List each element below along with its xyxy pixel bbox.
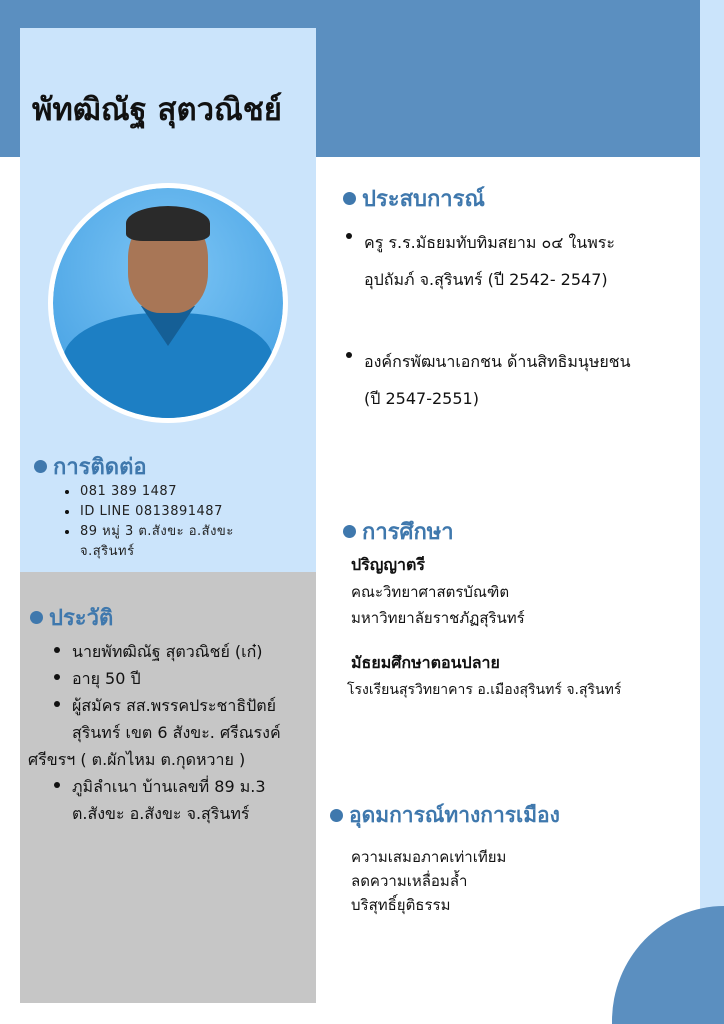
corner-circle-decoration [612, 906, 724, 1024]
bullet-icon [30, 611, 43, 624]
degree-bachelor: ปริญญาตรี [351, 555, 425, 574]
experience-item: ครู ร.ร.มัธยมทับทิมสยาม ๐๔ ในพระ [364, 224, 694, 261]
contact-address: 89 หมู่ 3 ต.สังขะ อ.สังขะ [80, 522, 305, 542]
contact-heading: การติดต่อ [34, 449, 304, 484]
ideology-item: ความเสมอภาคเท่าเทียม [351, 848, 507, 866]
bullet-icon [343, 192, 356, 205]
bio-item: อายุ 50 ปี [72, 665, 312, 692]
degree-faculty: คณะวิทยาศาสตรบัณฑิต [351, 583, 510, 601]
profile-photo [48, 183, 288, 423]
high-school-name: โรงเรียนสุรวิทยาคาร อ.เมืองสุรินทร์ จ.สุรินทร์ [347, 682, 622, 698]
person-name: พัทฒิณัฐ สุตวณิชย์ [32, 92, 282, 128]
contact-list [80, 482, 305, 562]
degree-university: มหาวิทยาลัยราชภัฏสุรินทร์ [351, 609, 525, 627]
ideology-heading: อุดมการณ์ทางการเมือง [330, 799, 695, 832]
education-heading: การศึกษา [343, 514, 693, 549]
contact-address-cont: จ.สุรินทร์ [80, 544, 135, 559]
ideology-item: บริสุทธิ์ยุติธรรม [351, 896, 451, 914]
experience-heading: ประสบการณ์ [343, 181, 693, 216]
experience-list [364, 224, 694, 417]
bullet-icon [343, 525, 356, 538]
experience-item-cont: (ปี 2547-2551) [364, 389, 479, 408]
bullet-icon [34, 460, 47, 473]
bio-item: นายพัทฒิณัฐ สุตวณิชย์ (เก๋) [72, 638, 312, 665]
bio-item-cont: สุรินทร์ เขต 6 สังขะ. ศรีณรงค์ [72, 723, 281, 742]
bio-heading: ประวัติ [30, 600, 300, 635]
bio-item-cont: ศรีขรฯ ( ต.ผักไหม ต.กุดหวาย ) [28, 750, 246, 769]
bio-item-cont: ต.สังขะ อ.สังขะ จ.สุรินทร์ [72, 804, 250, 823]
ideology-item: ลดความเหลื่อมล้ำ [351, 872, 468, 890]
contact-line-id: ID LINE 0813891487 [80, 502, 305, 522]
experience-item-cont: อุปถัมภ์ จ.สุรินทร์ (ปี 2542- 2547) [364, 270, 608, 289]
bio-item: ผู้สมัคร สส.พรรคประชาธิปัตย์ [72, 692, 312, 719]
bio-list [28, 638, 312, 827]
degree-high-school: มัธยมศึกษาตอนปลาย [351, 653, 500, 672]
right-strip [700, 0, 724, 1024]
bio-item: ภูมิลำเนา บ้านเลขที่ 89 ม.3 [72, 773, 312, 800]
experience-item: องค์กรพัฒนาเอกชน ด้านสิทธิมนุษยชน [364, 343, 694, 380]
bullet-icon [330, 809, 343, 822]
contact-phone: 081 389 1487 [80, 482, 305, 502]
